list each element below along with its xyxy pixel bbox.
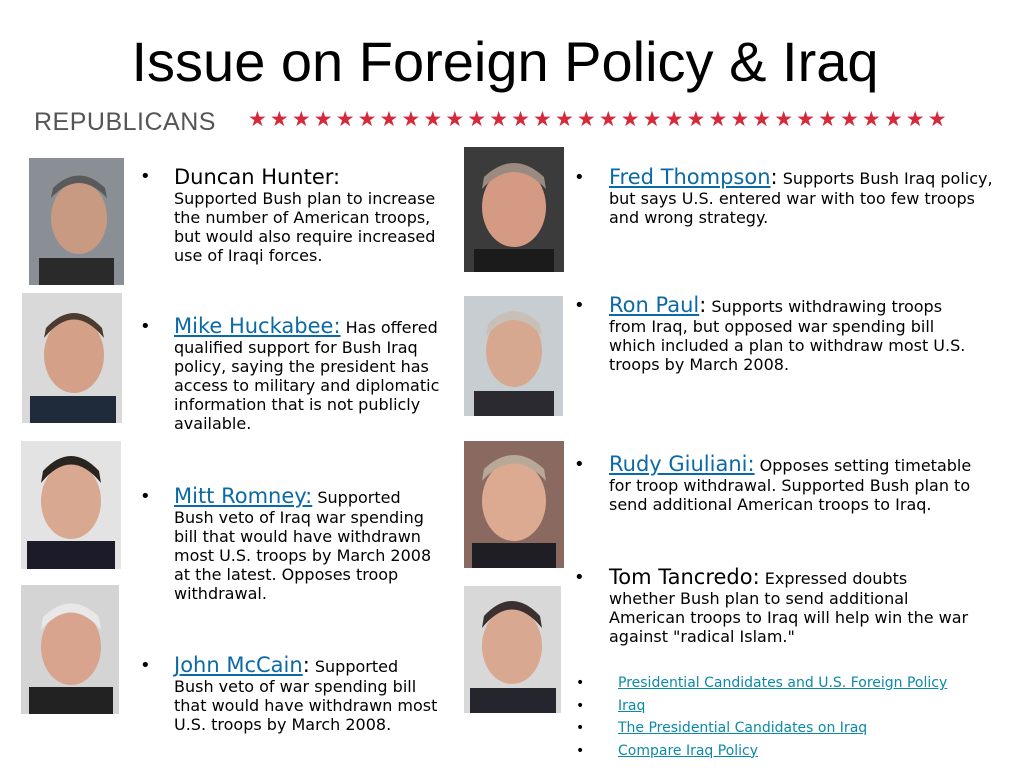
reference-links <box>576 672 947 762</box>
list-item <box>576 672 947 695</box>
bullet: • <box>140 655 151 676</box>
candidate-link-mccain[interactable]: John McCain <box>174 653 303 677</box>
candidate-position: Supported Bush veto of war spending bill that would have withdrawn most U.S. troops by March 2008. <box>174 657 438 734</box>
bullet: • <box>576 742 585 759</box>
candidate-photo-tancredo <box>464 586 561 713</box>
reference-link[interactable]: The Presidential Candidates on Iraq <box>618 720 868 736</box>
candidate-entry-thompson <box>609 165 994 227</box>
candidate-entry-tancredo <box>609 565 974 646</box>
candidate-position: Supported Bush veto of Iraq war spending bill that would have withdrawn most U.S. troops by March 2008 at the latest. Opposes troop withdrawal. <box>174 488 432 603</box>
candidate-entry-romney <box>174 484 440 603</box>
candidate-position: Opposes setting timetable for troop withdrawal. Supported Bush plan to send additional American troops to Iraq. <box>609 456 972 514</box>
candidate-entry-mccain <box>174 653 442 734</box>
candidate-link-thompson[interactable]: Fred Thompson <box>609 165 771 189</box>
candidate-photo-giuliani <box>464 441 564 568</box>
candidate-link-huckabee[interactable]: Mike Huckabee: <box>174 314 341 338</box>
candidate-photo-mccain <box>21 585 119 714</box>
candidate-position: Supports Bush Iraq policy, but says U.S. entered war with too few troops and wrong strategy. <box>609 169 993 227</box>
bullet: • <box>140 166 151 187</box>
name-separator: : <box>302 653 310 677</box>
candidate-photo-romney <box>21 441 121 569</box>
reference-link[interactable]: Presidential Candidates and U.S. Foreign Policy <box>618 675 948 691</box>
candidate-entry-paul <box>609 293 969 374</box>
candidate-photo-paul <box>464 296 563 416</box>
candidate-photo-thompson <box>464 147 564 272</box>
candidate-position: Expressed doubts whether Bush plan to send additional American troops to Iraq will help win the war against "radical Islam." <box>609 569 969 646</box>
bullet: • <box>576 697 585 714</box>
bullet: • <box>576 720 585 736</box>
bullet: • <box>140 316 151 337</box>
candidate-entry-giuliani <box>609 452 989 514</box>
bullet: • <box>576 675 585 691</box>
candidate-position: Supports withdrawing troops from Iraq, but opposed war spending bill which included a plan to withdraw most U.S. troops by March 2008. <box>609 297 966 374</box>
list-item <box>576 717 947 740</box>
list-item <box>576 740 947 763</box>
candidate-photo-huckabee <box>22 293 122 423</box>
republicans-banner <box>34 106 994 140</box>
banner-label: REPUBLICANS <box>34 108 216 136</box>
name-separator: : <box>770 165 778 189</box>
candidate-position: Supported Bush plan to increase the number of American troops, but would also require increased use of Iraqi forces. <box>174 189 436 265</box>
name-separator: : <box>699 293 707 317</box>
candidate-photo-hunter <box>29 158 124 285</box>
candidate-entry-huckabee <box>174 314 442 433</box>
candidate-link-paul[interactable]: Ron Paul <box>609 293 700 317</box>
candidate-position: Has offered qualified support for Bush Iraq policy, saying the president has access to military and diplomatic information that is not publicly available. <box>174 318 440 433</box>
reference-link[interactable]: Compare Iraq Policy <box>618 742 759 759</box>
page-title: Issue on Foreign Policy & Iraq <box>131 30 879 93</box>
bullet: • <box>140 486 151 507</box>
candidate-link-romney[interactable]: Mitt Romney: <box>174 484 313 508</box>
star-row: ★★★★★★★★★★★★★★★★★★★★★★★★★★★★★★★★ <box>248 107 950 131</box>
candidate-name: Duncan Hunter: <box>174 165 341 189</box>
bullet: • <box>574 167 585 188</box>
bullet: • <box>574 567 585 588</box>
reference-link[interactable]: Iraq <box>618 697 646 714</box>
candidate-link-giuliani[interactable]: Rudy Giuliani: <box>609 452 755 476</box>
bullet: • <box>574 454 585 475</box>
list-item <box>576 695 947 718</box>
candidate-entry-hunter <box>174 165 440 265</box>
bullet: • <box>574 295 585 316</box>
candidate-name: Tom Tancredo: <box>609 565 760 589</box>
